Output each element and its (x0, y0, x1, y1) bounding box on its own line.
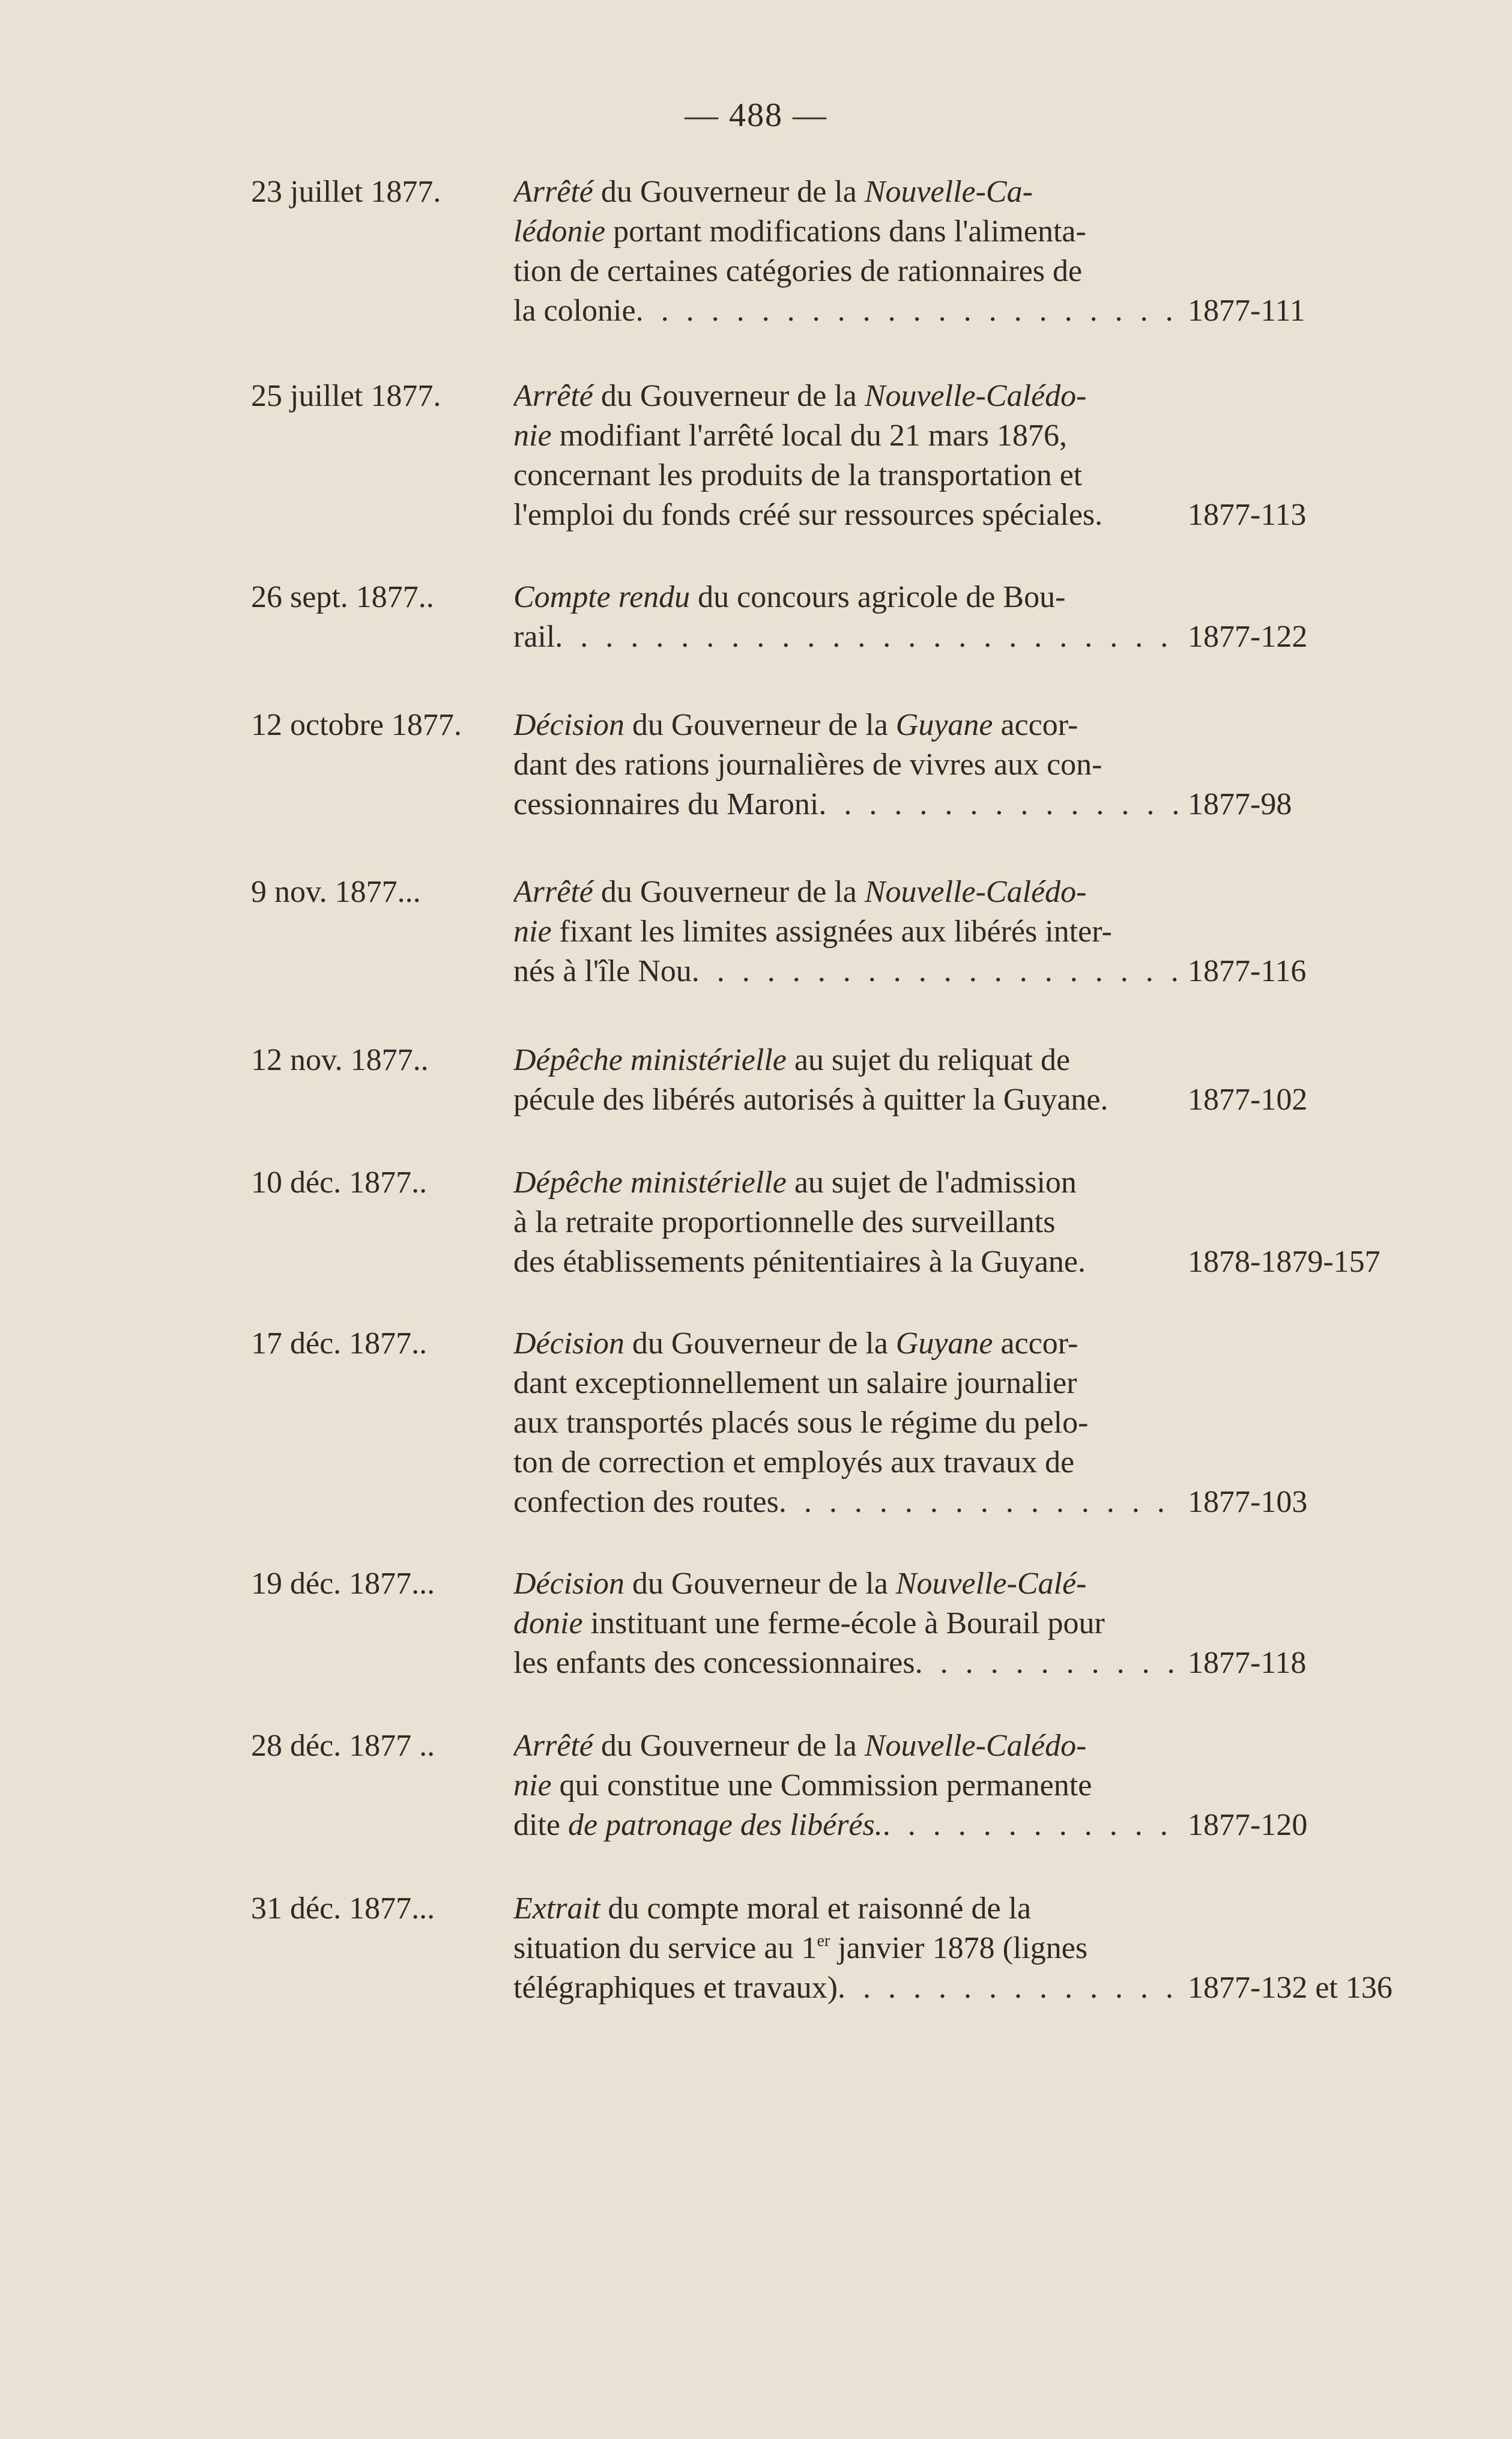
leader-dots (818, 785, 1180, 824)
entry-text: Arrêté du Gouverneur de la Nouvelle-Calédo- nie fixant les limites assignées aux libérés inter- nés à l'île Nou . . . (513, 872, 1180, 991)
leader-dots (915, 1643, 1180, 1683)
entry-reference: 1877-102 (1188, 1083, 1308, 1117)
entry-text: Décision du Gouverneur de la Guyane accor- dant exceptionnellement un salaire journalier aux transportés placés sous le régime du pelo- ton de correction et employés aux travaux de confection des routes . . . (513, 1324, 1180, 1522)
entry-text: Extrait du compte moral et raisonné de la situation du service au 1er janvier 1878 (lignes télégraphiques et travaux) . . . (513, 1889, 1180, 2008)
leader-dots (636, 291, 1180, 331)
entry-text: Arrêté du Gouverneur de la Nouvelle-Calédo- nie modifiant l'arrêté local du 21 mars 1876, concernant les produits de la transportation et l'emploi du fonds créé sur ressources spéciales. (513, 379, 1103, 532)
entry-reference: 1877-113 (1188, 498, 1307, 532)
entry-date: 12 octobre 1877. (251, 708, 462, 742)
entry-text: Dépêche ministérielle au sujet du reliquat de pécule des libérés autorisés à quitter la Guyane. (513, 1043, 1108, 1117)
leader-dots (555, 617, 1180, 657)
entry-reference: 1877-118 (1188, 1646, 1307, 1680)
entry-date: 25 juillet 1877. (251, 379, 441, 413)
entry-reference: 1877-116 (1188, 954, 1307, 988)
entry-date: 19 déc. 1877... (251, 1567, 435, 1601)
entry-reference: 1877-103 (1188, 1485, 1308, 1519)
entry-date: 10 déc. 1877.. (251, 1165, 428, 1200)
leader-dots (838, 1968, 1180, 2008)
leader-dots (779, 1482, 1180, 1522)
entry-reference: 1877-122 (1188, 620, 1308, 654)
entry-reference: 1877-132 et 136 (1188, 1971, 1393, 2005)
entry-date: 26 sept. 1877.. (251, 580, 434, 614)
entry-date: 28 déc. 1877 .. (251, 1729, 435, 1763)
entry-reference: 1877-111 (1188, 294, 1305, 328)
entry-reference: 1877-120 (1188, 1808, 1308, 1842)
entry-date: 12 nov. 1877.. (251, 1043, 429, 1077)
entry-text: Décision du Gouverneur de la Nouvelle-Calé- donie instituant une ferme-école à Bourail pour les enfants des concessionnaires . . . (513, 1564, 1180, 1683)
entry-date: 23 juillet 1877. (251, 175, 441, 209)
entry-reference: 1878-1879-157 (1188, 1245, 1380, 1279)
leader-dots (692, 952, 1180, 991)
entry-text: Arrêté du Gouverneur de la Nouvelle-Calédo- nie qui constitue une Commission permanente dite de patronage des libérés. . . . (513, 1726, 1180, 1845)
entry-date: 31 déc. 1877... (251, 1891, 435, 1926)
entry-text: Décision du Gouverneur de la Guyane accor- dant des rations journalières de vivres aux con- cessionnaires du Maroni . . . (513, 706, 1180, 824)
entry-date: 9 nov. 1877... (251, 875, 421, 909)
page-number: — 488 — (685, 97, 827, 134)
entry-text: Dépêche ministérielle au sujet de l'admission à la retraite proportionnelle des surveillants des établissements pénitentiaires à la Guyane. (513, 1165, 1086, 1279)
entry-text: Arrêté du Gouverneur de la Nouvelle-Ca- lédonie portant modifications dans l'alimenta- tion de certaines catégories de rationnaires de la colonie . . . (513, 172, 1180, 331)
leader-dots (883, 1806, 1180, 1845)
entry-date: 17 déc. 1877.. (251, 1326, 428, 1361)
entry-reference: 1877-98 (1188, 787, 1292, 821)
entry-text: Compte rendu du concours agricole de Bou- rail . . . (513, 578, 1180, 657)
